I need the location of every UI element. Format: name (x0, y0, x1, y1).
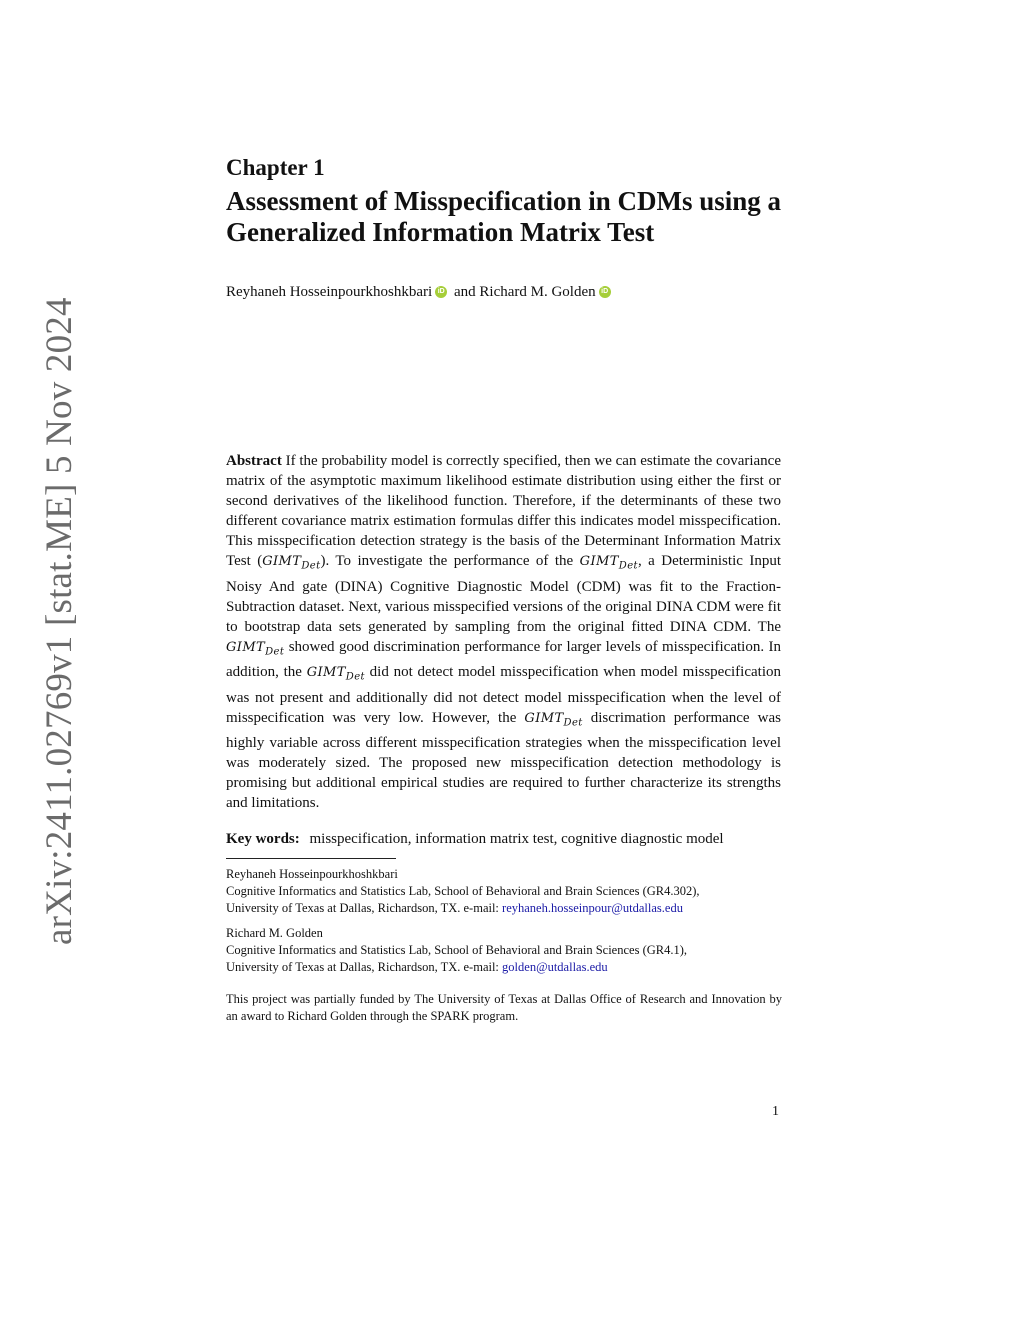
math-gimt-det: $GIMT_{Det}$ (579, 554, 638, 572)
keywords (226, 831, 724, 848)
orcid-icon[interactable]: iD (435, 286, 447, 298)
footnote-author-1 (226, 866, 782, 917)
paper-title (226, 186, 826, 248)
abstract-text: If the probability model is correctly specified, then we can estimate the covariance matrix of the asymptotic maximum likelihood estimate distribution using either the first or second derivatives of the likelihood function. Therefore, if the determinants of these two different covariance matrix estimation formulas differ this indicates model misspecification. This misspecification detection strategy is the basis of the Determinant Information Matrix Test ( (226, 453, 781, 569)
footnote-affiliation: Cognitive Informatics and Statistics Lab, School of Behavioral and Brain Sciences (GR4.302), (226, 884, 700, 898)
footnote-affiliation: Cognitive Informatics and Statistics Lab, School of Behavioral and Brain Sciences (GR4.1), (226, 943, 688, 957)
page-number: 1 (772, 1104, 779, 1119)
author-connector: and (453, 284, 476, 300)
footnote-affiliation: University of Texas at Dallas, Richardson, TX. e-mail: (226, 901, 503, 915)
footnote-name: Richard M. Golden (226, 926, 323, 940)
footnote-rule (226, 858, 396, 859)
author-2: Richard M. Golden (479, 284, 596, 300)
keywords-text: misspecification, information matrix test, cognitive diagnostic model (309, 831, 724, 847)
abstract-text: ). To investigate the performance of the (320, 553, 580, 569)
footnote-name: Reyhaneh Hosseinpourkhoshkbari (226, 867, 398, 881)
abstract-text: did not detect model misspecification when model misspecification was not present and additionally did not detect model misspecification when the level of misspecification was very low. However, the (226, 664, 781, 726)
arxiv-identifier: arXiv:2411.02769v1 [stat.ME] 5 Nov 2024 (39, 297, 80, 945)
math-gimt-det: $GIMT_{Det}$ (306, 665, 365, 683)
email-link[interactable]: reyhaneh.hosseinpour@utdallas.edu (502, 901, 683, 915)
abstract-text: discrimation performance was highly variable across different misspecification strategies when the misspecification level was moderately sized. The proposed new misspecification detection methodology is promising but additional empirical studies are required to further characterize its strengths and limitations. (226, 709, 781, 812)
abstract-text: , a Deterministic Input Noisy And gate (DINA) Cognitive Diagnostic Model (CDM) was fit to the Fraction-Subtraction dataset. Next, various misspecified versions of the original DINA CDM were fit to bootstrap data sets generated by sampling from the original fitted DINA CDM. The (226, 553, 782, 635)
math-gimt-det: $GIMT_{Det}$ (226, 639, 285, 658)
abstract (226, 451, 781, 813)
chapter-label: Chapter 1 (226, 155, 325, 180)
funding-note: This project was partially funded by The University of Texas at Dallas Office of Research and Innovation by an award to Richard Golden through the SPARK program. (226, 992, 782, 1023)
title-line-2: Generalized Information Matrix Test (226, 217, 655, 247)
math-gimt-det: $GIMT_{Det}$ (262, 554, 321, 572)
abstract-text: showed good discrimination performance for larger levels of misspecification. In addition, the (226, 638, 781, 681)
footnote-affiliation: University of Texas at Dallas, Richardson, TX. e-mail: (226, 960, 503, 974)
email-link[interactable]: golden@utdallas.edu (502, 960, 608, 974)
keywords-label: Key words: (226, 831, 300, 847)
math-gimt-det: $GIMT_{Det}$ (524, 710, 583, 729)
author-list (226, 284, 614, 301)
author-1: Reyhaneh Hosseinpourkhoshkbari (226, 284, 433, 300)
footnote-author-2 (226, 925, 782, 976)
orcid-icon[interactable]: iD (599, 286, 611, 298)
abstract-label: Abstract (226, 453, 282, 469)
title-line-1: Assessment of Misspecification in CDMs using a (226, 186, 782, 216)
